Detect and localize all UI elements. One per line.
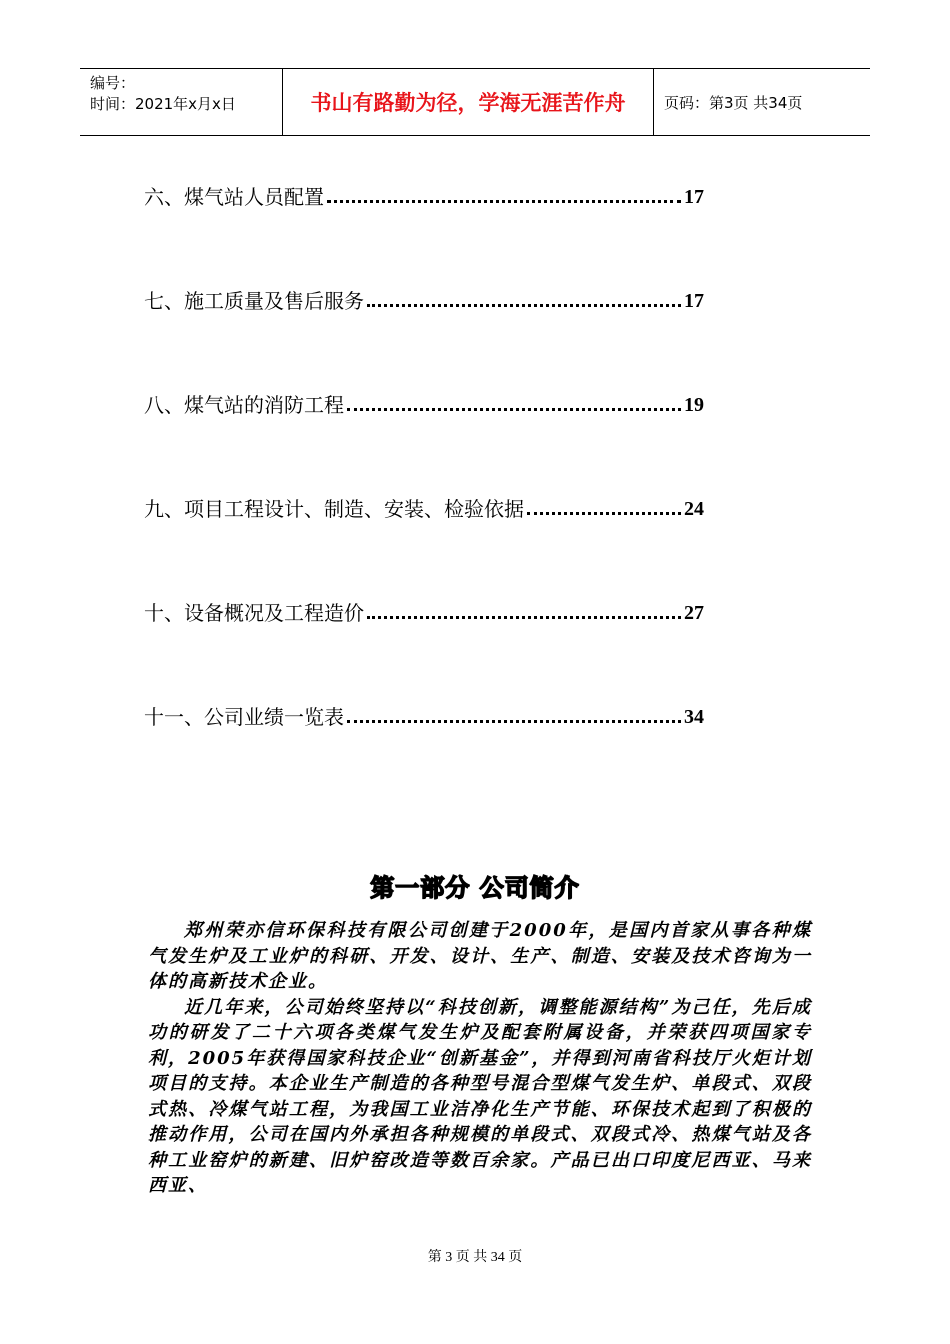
toc-item-page: 19 xyxy=(684,394,704,416)
header-page-info: 页码：第3页 共34页 xyxy=(664,93,803,112)
toc-leader-dots xyxy=(347,408,681,411)
header-motto: 书山有路勤为径，学海无涯苦作舟 xyxy=(282,69,654,135)
intro-paragraph: 近几年来，公司始终坚持以“科技创新，调整能源结构”为己任，先后成功的研发了二十六项各类煤气发生炉及配套附属设备，并荣获四项国家专利，2005年获得国家科技企业“创新基金”，并得到河南省科技厅火炬计划项目的支持。本企业生产制造的各种型号混合型煤气发生炉、单段式、双段式热、冷煤气站工程，为我国工业洁净化生产节能、环保技术起到了积极的推动作用，公司在国内外承担各种规模的单段式、双段式冷、热煤气站及各种工业窑炉的新建、旧炉窑改造等数百余家。产品已出口印度尼西亚、马来西亚、 xyxy=(148,996,812,1196)
toc-item-page: 17 xyxy=(684,186,704,208)
toc-item-page: 24 xyxy=(684,498,704,520)
time-label: 时间：2021年x月x日 xyxy=(90,95,236,113)
page-footer: 第 3 页 共 34 页 xyxy=(427,1250,523,1265)
toc-leader-dots xyxy=(367,616,681,619)
intro-paragraph: 郑州荣亦信环保科技有限公司创建于2000年，是国内首家从事各种煤气发生炉及工业炉的科研、开发、设计、生产、制造、安装及技术咨询为一体的高新技术企业。 xyxy=(148,920,812,992)
header-meta xyxy=(80,69,282,135)
toc-item[interactable] xyxy=(144,596,704,626)
toc-leader-dots xyxy=(527,512,681,515)
toc-item-title: 十、设备概况及工程造价 xyxy=(144,601,364,625)
toc-item[interactable] xyxy=(144,284,704,314)
company-intro xyxy=(148,918,812,1199)
section-title: 第一部分 公司简介 xyxy=(370,874,580,902)
toc-leader-dots xyxy=(347,720,681,723)
toc-item[interactable] xyxy=(144,388,704,418)
toc-leader-dots xyxy=(327,200,681,203)
toc-item-title: 十一、公司业绩一览表 xyxy=(144,705,344,729)
toc-item-title: 六、煤气站人员配置 xyxy=(144,185,324,209)
number-label: 编号： xyxy=(90,74,136,92)
toc-item-title: 七、施工质量及售后服务 xyxy=(144,289,364,313)
toc-item[interactable] xyxy=(144,180,704,210)
toc-leader-dots xyxy=(367,304,681,307)
toc-item-page: 17 xyxy=(684,290,704,312)
toc-item[interactable] xyxy=(144,492,704,522)
toc-item-title: 九、项目工程设计、制造、安装、检验依据 xyxy=(144,497,524,521)
page-header xyxy=(80,68,870,136)
toc-item[interactable] xyxy=(144,700,704,730)
toc-item-page: 34 xyxy=(684,706,704,728)
toc-item-page: 27 xyxy=(684,602,704,624)
toc-item-title: 八、煤气站的消防工程 xyxy=(144,393,344,417)
